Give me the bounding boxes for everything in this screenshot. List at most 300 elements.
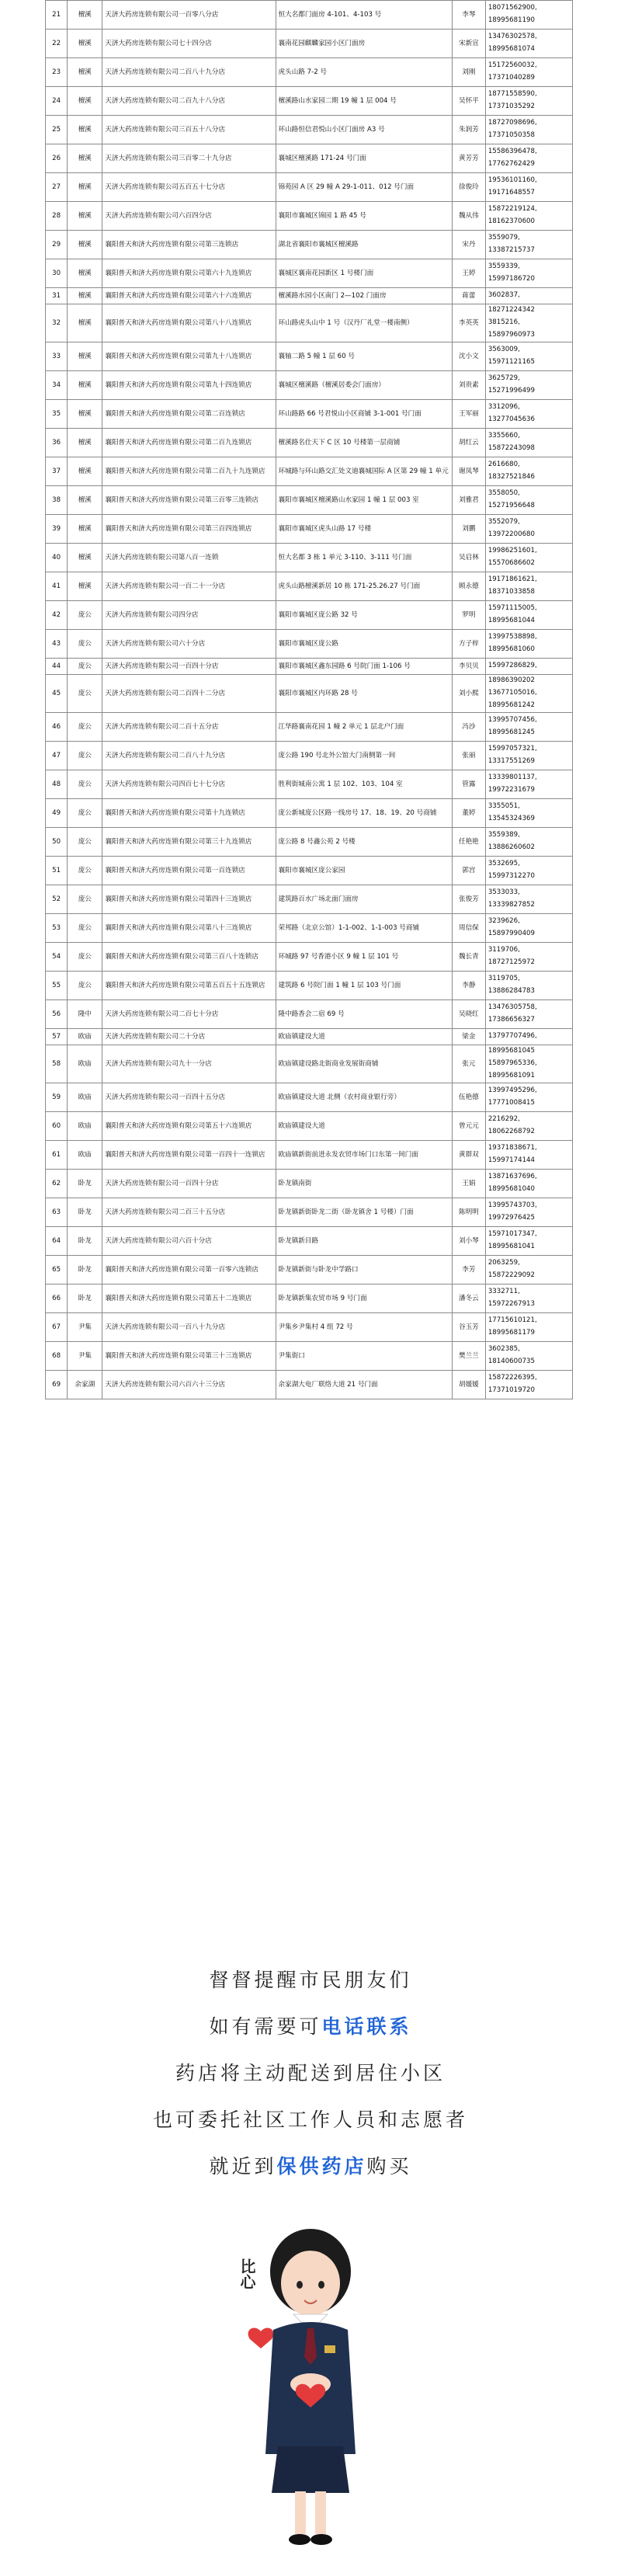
cell-phone <box>485 713 572 742</box>
cell-store-name: 天济大药房连锁有限公司第八百一连锁 <box>102 544 276 572</box>
cell-address: 尹集乡尹集村 4 组 72 号 <box>276 1313 452 1342</box>
cell-phone <box>485 1371 572 1399</box>
cell-phone <box>485 544 572 572</box>
cell-address: 襄阳市襄城区庞公路 <box>276 630 452 659</box>
cell-address: 襄城区襄南花园新区 1 号楼门面 <box>276 259 452 288</box>
cell-number: 35 <box>46 400 68 429</box>
cell-phone <box>485 601 572 630</box>
cell-phone <box>485 659 572 675</box>
cell-contact-person: 王军丽 <box>452 400 485 429</box>
cell-phone <box>485 1141 572 1170</box>
officer-eye-left <box>297 2281 303 2289</box>
figure-caption: 比心 <box>238 2258 256 2289</box>
phone-number[interactable]: 13997495296, <box>487 1086 537 1095</box>
cell-number: 39 <box>46 515 68 544</box>
cell-number: 21 <box>46 1 68 30</box>
cell-number: 56 <box>46 1000 68 1029</box>
cell-address: 湖北省襄阳市襄城区檀溪路 <box>276 231 452 259</box>
cell-store-name: 襄阳普天和济大药房连锁有限公司第二百九十九连锁店 <box>102 457 276 486</box>
cell-number: 51 <box>46 857 68 885</box>
phone-number[interactable]: 18162370600 <box>487 217 535 225</box>
cell-store-name: 天济大药房连锁有限公司四分店 <box>102 601 276 630</box>
cell-phone <box>485 116 572 144</box>
phone-number[interactable]: 15971121165 <box>487 358 535 366</box>
phone-number[interactable]: 3533033, <box>487 888 520 897</box>
phone-number[interactable]: 3332711, <box>487 1288 520 1296</box>
phone-number[interactable]: 17371035292 <box>487 103 535 110</box>
phone-number[interactable]: 18995681041 <box>487 1243 535 1250</box>
cell-number: 61 <box>46 1141 68 1170</box>
cell-phone <box>485 1029 572 1045</box>
phone-number[interactable]: 18995681091 <box>487 1071 535 1079</box>
cell-phone <box>485 304 572 342</box>
table-row <box>46 1029 573 1045</box>
cell-number: 65 <box>46 1256 68 1285</box>
cell-store-name: 襄阳普天和济大药房连锁有限公司第五十六连锁店 <box>102 1112 276 1141</box>
table-row <box>46 1371 573 1399</box>
cell-address: 襄城区檀溪路 171-24 号门面 <box>276 144 452 173</box>
cell-store-name: 天济大药房连锁有限公司二百四十二分店 <box>102 675 276 713</box>
cell-store-name: 襄阳普天和济大药房连锁有限公司第六十六连锁店 <box>102 288 276 304</box>
table-row <box>46 87 573 116</box>
cell-contact-person: 谷玉芳 <box>452 1313 485 1342</box>
officer-face <box>281 2251 340 2316</box>
cell-number: 68 <box>46 1342 68 1371</box>
phone-number[interactable]: 15997286829, <box>487 662 537 670</box>
phone-number[interactable]: 15570686602 <box>487 559 535 567</box>
cell-number: 54 <box>46 943 68 972</box>
cell-area: 庞公 <box>68 659 102 675</box>
cell-phone <box>485 515 572 544</box>
cell-store-name: 襄阳普天和济大药房连锁有限公司第八十三连锁店 <box>102 914 276 943</box>
phone-number[interactable]: 15872243098 <box>487 444 535 452</box>
phone-number[interactable]: 3552079, <box>487 518 520 527</box>
cell-area: 尹集 <box>68 1342 102 1371</box>
phone-number[interactable]: 13995743703, <box>487 1201 537 1210</box>
cell-phone <box>485 1313 572 1342</box>
phone-number[interactable]: 17371019720 <box>487 1386 535 1394</box>
phone-number[interactable]: 13339801137, <box>487 773 537 782</box>
cell-phone <box>485 799 572 828</box>
cell-phone <box>485 486 572 515</box>
cell-number: 42 <box>46 601 68 630</box>
phone-number[interactable]: 13476302578, <box>487 33 537 41</box>
table-row <box>46 30 573 58</box>
phone-number[interactable]: 18995681074 <box>487 45 535 53</box>
table-row <box>46 231 573 259</box>
cell-contact-person: 李英英 <box>452 304 485 342</box>
table-row <box>46 972 573 1000</box>
phone-number[interactable]: 3815216, <box>487 318 520 327</box>
cell-contact-person: 李芳 <box>452 1256 485 1285</box>
cell-store-name: 襄阳普天和济大药房连锁有限公司第十九连锁店 <box>102 799 276 828</box>
phone-number[interactable]: 15271996499 <box>487 387 535 395</box>
phone-number[interactable]: 3625729, <box>487 374 520 383</box>
table-row <box>46 58 573 87</box>
phone-number[interactable]: 3559389, <box>487 831 520 840</box>
table-row <box>46 1 573 30</box>
phone-number[interactable]: 19972231679 <box>487 786 535 794</box>
cell-number: 33 <box>46 342 68 371</box>
phone-number[interactable]: 3602385, <box>487 1345 520 1354</box>
cell-number: 40 <box>46 544 68 572</box>
phone-number[interactable]: 13387215737 <box>487 246 535 254</box>
cell-address: 庞公路 190 号北外公馆大门南侧第一间 <box>276 742 452 770</box>
notice-line-4: 也可委托社区工作人员和志愿者 <box>152 2108 468 2131</box>
cell-store-name: 襄阳普天和济大药房连锁有限公司第九十四连锁店 <box>102 371 276 400</box>
cell-area: 檀溪 <box>68 457 102 486</box>
cell-number: 48 <box>46 770 68 799</box>
cell-address: 檀溪路水园小区南门 2—102 门面房 <box>276 288 452 304</box>
cell-contact-person: 黄芳芳 <box>452 144 485 173</box>
phone-number[interactable]: 15897965336, <box>487 1059 537 1068</box>
phone-number[interactable]: 18062268792 <box>487 1128 535 1135</box>
cell-store-name: 天济大药房连锁有限公司四百七十七分店 <box>102 770 276 799</box>
cell-address: 环城路 97 号香港小区 9 幢 1 层 101 号 <box>276 943 452 972</box>
cell-store-name: 天济大药房连锁有限公司二百八十九分店 <box>102 742 276 770</box>
cell-area: 檀溪 <box>68 400 102 429</box>
phone-number[interactable]: 3119706, <box>487 946 520 954</box>
cell-area: 欧庙 <box>68 1029 102 1045</box>
cell-number: 55 <box>46 972 68 1000</box>
phone-number[interactable]: 19536101160, <box>487 176 537 185</box>
phone-number[interactable]: 18995681045 <box>487 1047 535 1055</box>
cell-number: 62 <box>46 1170 68 1198</box>
cell-phone <box>485 87 572 116</box>
cell-contact-person: 朱润芳 <box>452 116 485 144</box>
cell-address: 襄阳市襄城区鑫东园路 6 号院门面 1-106 号 <box>276 659 452 675</box>
phone-number[interactable]: 15897990409 <box>487 930 535 937</box>
phone-number[interactable]: 18271224342 <box>487 306 535 315</box>
phone-number[interactable]: 3119705, <box>487 975 520 983</box>
cell-address: 环山路恒信君悦山小区门面房 A3 号 <box>276 116 452 144</box>
phone-number[interactable]: 3563009, <box>487 346 520 354</box>
cell-phone <box>485 202 572 231</box>
phone-number[interactable]: 18727125972 <box>487 958 535 966</box>
cell-phone <box>485 1342 572 1371</box>
cell-area: 檀溪 <box>68 173 102 202</box>
phone-number[interactable]: 13972200680 <box>487 530 535 538</box>
phone-number[interactable]: 17371040289 <box>487 74 535 82</box>
cell-contact-person: 宋新宣 <box>452 30 485 58</box>
cell-area: 庞公 <box>68 799 102 828</box>
phone-number[interactable]: 18995681179 <box>487 1329 535 1337</box>
cell-area: 卧龙 <box>68 1170 102 1198</box>
phone-number[interactable]: 13677105016, <box>487 689 537 697</box>
phone-number[interactable]: 13997538898, <box>487 633 537 641</box>
cell-area: 檀溪 <box>68 87 102 116</box>
phone-number[interactable]: 3532695, <box>487 860 520 868</box>
cell-area: 檀溪 <box>68 486 102 515</box>
cell-address: 襄阳市襄城区内环路 28 号 <box>276 675 452 713</box>
cell-store-name: 天济大药房连锁有限公司九十一分店 <box>102 1045 276 1083</box>
cell-phone <box>485 259 572 288</box>
cell-phone <box>485 630 572 659</box>
cell-number: 26 <box>46 144 68 173</box>
table-row <box>46 429 573 457</box>
cell-contact-person: 徐俊玲 <box>452 173 485 202</box>
phone-number[interactable]: 18327521846 <box>487 473 535 481</box>
table-row <box>46 914 573 943</box>
cell-address: 襄阳市襄城区庞公路 32 号 <box>276 601 452 630</box>
phone-number[interactable]: 15972267913 <box>487 1300 535 1308</box>
cell-address: 襄阳市襄城区庞公家园 <box>276 857 452 885</box>
phone-number[interactable]: 18071562900, <box>487 4 537 12</box>
phone-number[interactable]: 17762762429 <box>487 160 535 168</box>
phone-number[interactable]: 13797707496, <box>487 1032 537 1041</box>
phone-number[interactable]: 18995681242 <box>487 700 535 709</box>
phone-number[interactable]: 3559079, <box>487 234 520 242</box>
phone-number[interactable]: 3312096, <box>487 403 520 412</box>
phone-number[interactable]: 15872226395, <box>487 1374 537 1382</box>
cell-store-name: 襄阳普天和济大药房连锁有限公司第三连锁店 <box>102 231 276 259</box>
phone-number[interactable]: 2216292, <box>487 1115 520 1124</box>
table-row <box>46 659 573 675</box>
cell-area: 檀溪 <box>68 30 102 58</box>
table-row <box>46 515 573 544</box>
phone-number[interactable]: 13871637696, <box>487 1173 537 1181</box>
phone-number[interactable]: 15271956648 <box>487 502 535 509</box>
cell-area: 庞公 <box>68 742 102 770</box>
cell-contact-person: 李静 <box>452 972 485 1000</box>
cell-contact-person: 吴启林 <box>452 544 485 572</box>
cell-address: 虎头山路檀溪新居 10 栋 171-25.26.27 号门面 <box>276 572 452 601</box>
phone-number[interactable]: 15997174144 <box>487 1156 535 1164</box>
pharmacy-table-wrapper <box>45 0 573 1399</box>
table-row <box>46 173 573 202</box>
cell-area: 卧龙 <box>68 1198 102 1227</box>
table-row <box>46 799 573 828</box>
cell-number: 24 <box>46 87 68 116</box>
cell-contact-person: 曾元元 <box>452 1112 485 1141</box>
cell-contact-person: 王婷 <box>452 259 485 288</box>
phone-number[interactable]: 19371838671, <box>487 1144 537 1152</box>
cell-phone <box>485 914 572 943</box>
cell-number: 31 <box>46 288 68 304</box>
phone-number[interactable]: 18140600735 <box>487 1358 535 1365</box>
cell-phone <box>485 1000 572 1029</box>
cell-number: 53 <box>46 914 68 943</box>
phone-number[interactable]: 13886284783 <box>487 987 535 995</box>
officer-leg-left <box>295 2491 306 2534</box>
cell-store-name: 襄阳普天和济大药房连锁有限公司第九十八连锁店 <box>102 342 276 371</box>
cell-phone <box>485 1198 572 1227</box>
cell-contact-person: 吴怀平 <box>452 87 485 116</box>
phone-number[interactable]: 18995681190 <box>487 16 535 24</box>
cell-number: 41 <box>46 572 68 601</box>
table-row <box>46 1141 573 1170</box>
cell-store-name: 襄阳普天和济大药房连锁有限公司第一百四十一连锁店 <box>102 1141 276 1170</box>
table-row <box>46 1342 573 1371</box>
phone-number[interactable]: 13277045636 <box>487 415 535 423</box>
cell-phone <box>485 828 572 857</box>
cell-contact-person: 沈小文 <box>452 342 485 371</box>
phone-number[interactable]: 15872219124, <box>487 205 537 214</box>
phone-number[interactable]: 13995707456, <box>487 716 537 725</box>
phone-number[interactable]: 13886260602 <box>487 843 535 851</box>
phone-number[interactable]: 3559339, <box>487 262 520 271</box>
cell-store-name: 天济大药房连锁有限公司二百十五分店 <box>102 713 276 742</box>
phone-number[interactable]: 18371033858 <box>487 588 535 596</box>
phone-number[interactable]: 18771558590, <box>487 90 537 99</box>
cell-area: 尹集 <box>68 1313 102 1342</box>
table-row <box>46 342 573 371</box>
cell-phone <box>485 1045 572 1083</box>
cell-area: 庞公 <box>68 675 102 713</box>
phone-number[interactable]: 18986390202 <box>487 676 535 685</box>
cell-number: 52 <box>46 885 68 914</box>
cell-area: 檀溪 <box>68 288 102 304</box>
cell-phone <box>485 972 572 1000</box>
phone-number[interactable]: 18995681040 <box>487 1185 535 1193</box>
cell-area: 檀溪 <box>68 342 102 371</box>
cell-phone <box>485 943 572 972</box>
phone-number[interactable]: 3602837, <box>487 291 520 300</box>
cell-address: 环城路与环山路交汇处文迪襄城国际 A 区第 29 幢 1 单元 <box>276 457 452 486</box>
cell-phone <box>485 885 572 914</box>
cell-address: 建筑路 6 号院门面 1 幢 1 层 103 号门面 <box>276 972 452 1000</box>
phone-number[interactable]: 15971017347, <box>487 1230 537 1239</box>
phone-number[interactable]: 19972976425 <box>487 1214 535 1222</box>
table-row <box>46 1256 573 1285</box>
phone-number[interactable]: 3355051, <box>487 802 520 811</box>
cell-area: 檀溪 <box>68 544 102 572</box>
cell-contact-person: 刘刚 <box>452 58 485 87</box>
cell-store-name: 天济大药房连锁有限公司一百四十五分店 <box>102 1083 276 1112</box>
cell-area: 檀溪 <box>68 116 102 144</box>
phone-number[interactable]: 15172560032, <box>487 61 537 70</box>
cell-address: 卧龙镇南街 <box>276 1170 452 1198</box>
notice-line-1: 督督提醒市民朋友们 <box>209 1969 412 1991</box>
table-row <box>46 572 573 601</box>
phone-number[interactable]: 3239626, <box>487 917 520 926</box>
cell-contact-person: 宋丹 <box>452 231 485 259</box>
cell-phone <box>485 1170 572 1198</box>
phone-number[interactable]: 13339827852 <box>487 901 535 909</box>
officer-leg-right <box>315 2491 326 2534</box>
cell-store-name: 天济大药房连锁有限公司三百五十八分店 <box>102 116 276 144</box>
cell-area: 余家湖 <box>68 1371 102 1399</box>
phone-number[interactable]: 18727098696, <box>487 119 537 127</box>
phone-number[interactable]: 2063259, <box>487 1259 520 1267</box>
cell-area: 庞公 <box>68 914 102 943</box>
cell-contact-person: 董婷 <box>452 799 485 828</box>
phone-number[interactable]: 17386656327 <box>487 1016 535 1024</box>
cell-area: 庞公 <box>68 601 102 630</box>
table-row <box>46 885 573 914</box>
phone-number[interactable]: 15897960973 <box>487 330 535 339</box>
cell-phone <box>485 231 572 259</box>
officer-shoe-left <box>289 2534 310 2545</box>
cell-address: 隆中路香会二宿 69 号 <box>276 1000 452 1029</box>
table-row <box>46 630 573 659</box>
table-row <box>46 770 573 799</box>
table-row <box>46 1313 573 1342</box>
cell-address: 庞公路 8 号鑫公苑 2 号楼 <box>276 828 452 857</box>
phone-number[interactable]: 13476305758, <box>487 1003 537 1012</box>
table-row <box>46 943 573 972</box>
table-row <box>46 144 573 173</box>
table-row <box>46 371 573 400</box>
phone-number[interactable]: 18995681060 <box>487 645 535 653</box>
phone-number[interactable]: 17771008415 <box>487 1099 535 1107</box>
phone-number[interactable]: 19986251601, <box>487 547 537 555</box>
cell-contact-person: 顾永德 <box>452 572 485 601</box>
phone-number[interactable]: 15997057321, <box>487 745 537 753</box>
cell-number: 32 <box>46 304 68 342</box>
cell-number: 67 <box>46 1313 68 1342</box>
phone-number[interactable]: 15586396478, <box>487 148 537 156</box>
cell-store-name: 天济大药房连锁有限公司二百九十八分店 <box>102 87 276 116</box>
cell-contact-person: 李贝贝 <box>452 659 485 675</box>
cell-phone <box>485 173 572 202</box>
notice-line-5-prefix: 就近到 <box>209 2155 277 2178</box>
cell-address: 虎头山路 7-2 号 <box>276 58 452 87</box>
pharmacy-table-body <box>46 1 573 1399</box>
phone-number[interactable]: 15872229092 <box>487 1271 535 1279</box>
phone-number[interactable]: 18995681044 <box>487 617 535 624</box>
cell-address: 檀溪路山水家园二期 19 幢 1 层 004 号 <box>276 87 452 116</box>
cell-phone <box>485 30 572 58</box>
phone-number[interactable]: 17371050358 <box>487 131 535 139</box>
pharmacy-table <box>45 0 573 1399</box>
cell-store-name: 天济大药房连锁有限公司七十四分店 <box>102 30 276 58</box>
cell-area: 欧庙 <box>68 1045 102 1083</box>
cell-store-name: 襄阳普天和济大药房连锁有限公司第三百零三连锁店 <box>102 486 276 515</box>
cell-store-name: 天济大药房连锁有限公司二百七十分店 <box>102 1000 276 1029</box>
table-row <box>46 601 573 630</box>
cell-area: 檀溪 <box>68 144 102 173</box>
cell-address: 恒大名都门面房 4-101、4-103 号 <box>276 1 452 30</box>
cell-area: 庞公 <box>68 857 102 885</box>
cell-phone <box>485 1083 572 1112</box>
cell-contact-person: 郭宫 <box>452 857 485 885</box>
cell-store-name: 天济大药房连锁有限公司六百六十三分店 <box>102 1371 276 1399</box>
phone-number[interactable]: 19171648557 <box>487 189 535 196</box>
phone-number[interactable]: 13545324369 <box>487 815 535 822</box>
phone-number[interactable]: 15997186720 <box>487 275 535 283</box>
cell-number: 28 <box>46 202 68 231</box>
phone-number[interactable]: 2616680, <box>487 461 520 469</box>
cell-address: 欧庙镇建设大道 <box>276 1029 452 1045</box>
phone-number[interactable]: 17715610121, <box>487 1316 537 1325</box>
cell-number: 64 <box>46 1227 68 1256</box>
phone-number[interactable]: 19171861621, <box>487 575 537 584</box>
cell-phone <box>485 1227 572 1256</box>
phone-number[interactable]: 18995681245 <box>487 728 535 736</box>
cell-area: 庞公 <box>68 770 102 799</box>
cell-store-name: 天济大药房连锁有限公司一百二十一分店 <box>102 572 276 601</box>
cell-address: 余家湖大电厂联络大道 21 号门面 <box>276 1371 452 1399</box>
cell-contact-person: 任艳艳 <box>452 828 485 857</box>
phone-number[interactable]: 3558050, <box>487 489 520 498</box>
phone-number[interactable]: 13317551269 <box>487 757 535 765</box>
cell-area: 檀溪 <box>68 231 102 259</box>
table-row <box>46 202 573 231</box>
phone-number[interactable]: 15971115005, <box>487 604 537 613</box>
cell-phone <box>485 770 572 799</box>
cell-area: 庞公 <box>68 630 102 659</box>
phone-number[interactable]: 3355660, <box>487 432 520 440</box>
cell-contact-person: 刘小琴 <box>452 1227 485 1256</box>
cell-address: 江华路襄南花园 1 幢 2 单元 1 层北户门面 <box>276 713 452 742</box>
cell-phone <box>485 288 572 304</box>
cell-area: 庞公 <box>68 828 102 857</box>
phone-number[interactable]: 15997312270 <box>487 872 535 880</box>
cell-address: 环山路虎头山中 1 号（汉丹厂礼堂一楼南侧） <box>276 304 452 342</box>
cell-store-name: 天济大药房连锁有限公司二百三十五分店 <box>102 1198 276 1227</box>
notice-phone-highlight: 电话联系 <box>321 2015 412 2038</box>
